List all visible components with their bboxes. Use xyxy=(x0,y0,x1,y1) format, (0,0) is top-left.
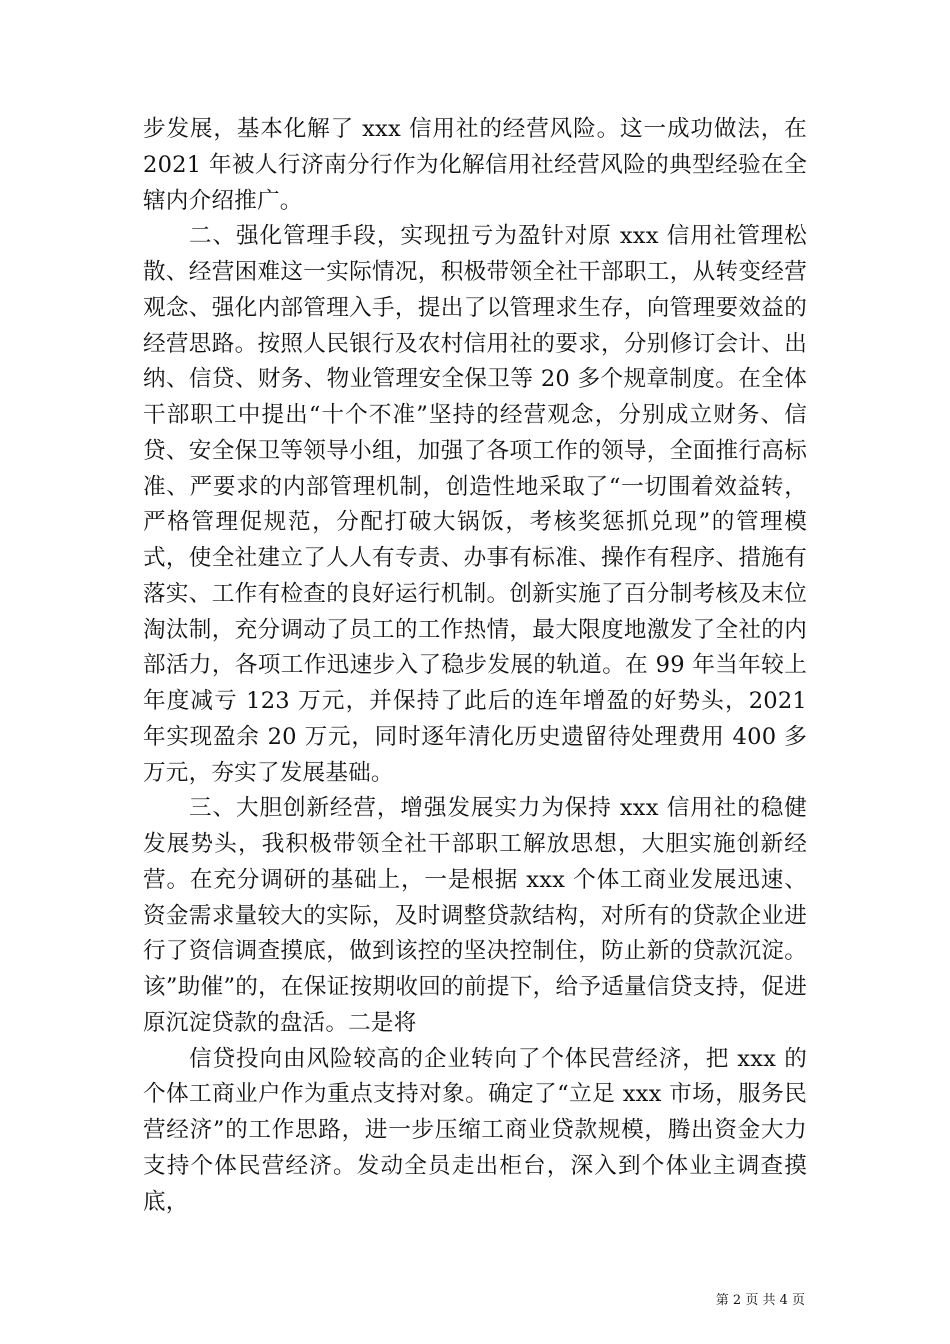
paragraph-section-three: 三、大胆创新经营，增强发展实力为保持 xxx 信用社的稳健发展势头，我积极带领全社干部职工解放思想，大胆实施创新经营。在充分调研的基础上，一是根据 xxx 个体工商业发展迅速、资金需求量较大的实际，及时调整贷款结构，对所有的贷款企业进行了资信调查摸底，做到该控的坚决控制住，防止新的贷款沉淀。该”助催”的，在保证按期收回的前提下，给予适量信贷支持，促进原沉淀贷款的盘活。二是将 xyxy=(143,795,807,1036)
page-number-footer xyxy=(0,1292,950,1310)
paragraph-section-two: 二、强化管理手段，实现扭亏为盈针对原 xxx 信用社管理松散、经营困难这一实际情况，积极带领全社干部职工，从转变经营观念、强化内部管理入手，提出了以管理求生存，向管理要效益的经营思路。按照人民银行及农村信用社的要求，分别修订会计、出纳、信贷、财务、物业管理安全保卫等 20 多个规章制度。在全体干部职工中提出“十个不准”坚持的经营观念，分别成立财务、信贷、安全保卫等领导小组，加强了各项工作的领导，全面推行高标准、严要求的内部管理机制，创造性地采取了“一切围着效益转，严格管理促规范，分配打破大锅饭，考核奖惩抓兑现”的管理模式，使全社建立了人人有专责、办事有标准、操作有程序、措施有落实、工作有检查的良好运行机制。创新实施了百分制考核及末位淘汰制，充分调动了员工的工作热情，最大限度地激发了全社的内部活力，各项工作迅速步入了稳步发展的轨道。在 99 年当年较上年度减亏 123 万元，并保持了此后的连年增盈的好势头，2021 年实现盈余 20 万元，同时逐年清化历史遗留待处理费用 400 多万元，夯实了发展基础。 xyxy=(143,223,807,786)
paragraph-continuation: 步发展，基本化解了 xxx 信用社的经营风险。这一成功做法，在 2021 年被人行济南分行作为化解信用社经营风险的典型经验在全辖内介绍推广。 xyxy=(143,116,807,214)
document-body xyxy=(143,112,807,1220)
page-number-label: 第 2 页 共 4 页 xyxy=(715,1293,805,1308)
paragraph-credit-direction: 信贷投向由风险较高的企业转向了个体民营经济，把 xxx 的个体工商业户作为重点支持对象。确定了“立足 xxx 市场，服务民营经济”的工作思路，进一步压缩工商业贷款规模，腾出资金大力支持个体民营经济。发动全员走出柜台，深入到个体业主调查摸底， xyxy=(143,1045,807,1215)
